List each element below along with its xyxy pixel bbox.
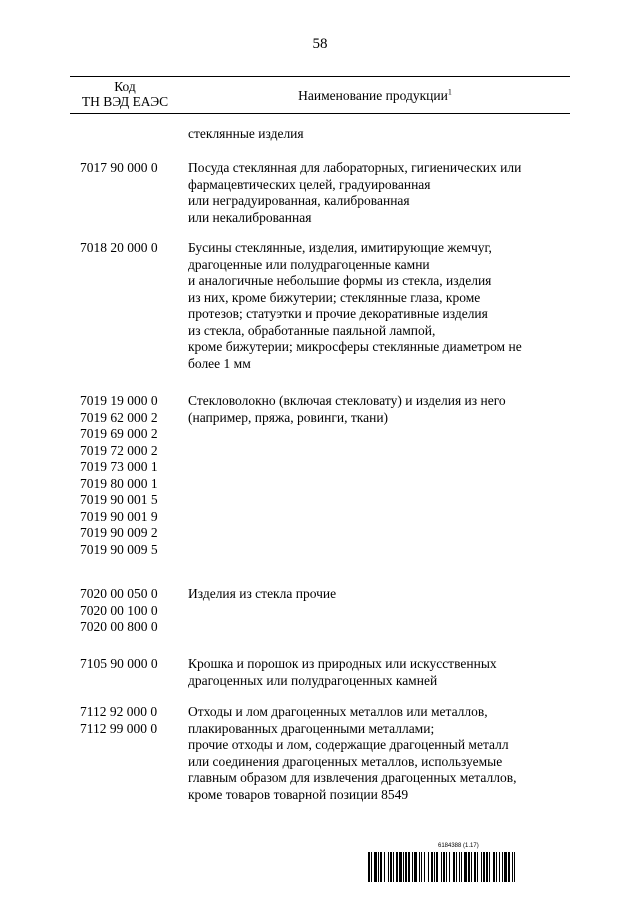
- barcode-bar: [396, 852, 398, 882]
- row-codes: [80, 160, 180, 177]
- barcode-bar: [368, 852, 370, 882]
- barcode-bar: [471, 852, 472, 882]
- row-description: [188, 160, 570, 226]
- description-line: из них, кроме бижутерии; стеклянные глаза, кроме: [188, 289, 481, 305]
- product-code: 7019 19 000 0: [80, 393, 158, 408]
- barcode-bar: [388, 852, 389, 882]
- barcode-bar: [380, 852, 382, 882]
- table-row: [80, 586, 570, 656]
- table-row: [80, 393, 570, 586]
- barcode-bar: [499, 852, 500, 882]
- table-row: [80, 656, 570, 704]
- table-row: [80, 704, 570, 804]
- barcode-bar: [496, 852, 497, 882]
- barcode-bar: [403, 852, 404, 882]
- row-codes: [80, 240, 180, 257]
- description-line: кроме бижутерии; микросферы стеклянные диаметром не: [188, 339, 522, 354]
- table-row: [80, 240, 570, 393]
- barcode-bar: [486, 852, 488, 882]
- description-line: (например, пряжа, ровинги, ткани): [188, 409, 389, 425]
- barcode-bar: [443, 852, 445, 882]
- barcode-bar: [493, 852, 495, 882]
- description-line: Посуда стеклянная для лабораторных, гигиенических или: [188, 160, 522, 175]
- product-code: 7019 90 001 5: [80, 492, 158, 507]
- barcode-bar: [449, 852, 450, 882]
- barcode-bar: [504, 852, 507, 882]
- table-body: [80, 126, 570, 804]
- table-row: [80, 126, 570, 160]
- header-name-text: Наименование продукции: [298, 88, 448, 103]
- product-code: 7019 69 000 2: [80, 426, 158, 441]
- barcode-bar: [456, 852, 457, 882]
- description-line: из стекла, обработанные паяльной лампой,: [188, 322, 436, 338]
- barcode-bar: [405, 852, 407, 882]
- header-code-line1: Код: [114, 79, 136, 94]
- header-name-column: [180, 88, 570, 104]
- product-code: 7112 92 000 0: [80, 704, 158, 719]
- barcode-bar: [477, 852, 478, 882]
- description-line: более 1 мм: [188, 355, 251, 371]
- barcode-block: [368, 843, 570, 885]
- description-line: Крошка и порошок из природных или искусственных: [188, 656, 497, 671]
- row-codes: [80, 586, 180, 636]
- description-line: стеклянные изделия: [188, 126, 304, 141]
- product-code: 7019 72 000 2: [80, 442, 158, 458]
- barcode-bar: [419, 852, 420, 882]
- table-header: [70, 76, 570, 114]
- barcode-graphic: [368, 852, 570, 882]
- description-line: главным образом для извлечения драгоценных металлов,: [188, 770, 517, 785]
- description-line: кроме товаров товарной позиции 8549: [188, 786, 409, 802]
- description-line: Бусины стеклянные, изделия, имитирующие жемчуг,: [188, 240, 492, 255]
- row-description: [188, 240, 570, 372]
- description-line: протезов; статуэтки и прочие декоративные изделия: [188, 306, 488, 321]
- barcode-bar: [428, 852, 429, 882]
- barcode-bar: [374, 852, 377, 882]
- product-code: 7019 90 009 2: [80, 525, 158, 540]
- barcode-bar: [414, 852, 417, 882]
- description-line: или неградуированная, калиброванная: [188, 193, 410, 208]
- barcode-bar: [481, 852, 482, 882]
- product-code: 7112 99 000 0: [80, 720, 158, 736]
- barcode-bar: [408, 852, 410, 882]
- description-line: Отходы и лом драгоценных металлов или металлов,: [188, 704, 488, 719]
- barcode-bar: [371, 852, 372, 882]
- barcode-bar: [424, 852, 425, 882]
- barcode-bar: [453, 852, 455, 882]
- barcode-bar: [489, 852, 490, 882]
- description-line: или некалиброванная: [188, 209, 312, 225]
- product-code: 7019 90 001 9: [80, 508, 158, 524]
- barcode-bar: [459, 852, 460, 882]
- row-description: [188, 393, 570, 426]
- row-description: [188, 704, 570, 803]
- barcode-bar: [436, 852, 438, 882]
- description-line: драгоценных или полудрагоценных камней: [188, 672, 438, 688]
- barcode-bar: [502, 852, 503, 882]
- row-codes: [80, 704, 180, 737]
- product-code: 7017 90 000 0: [80, 160, 158, 175]
- barcode-bar: [483, 852, 485, 882]
- product-code: 7019 90 009 5: [80, 541, 158, 557]
- barcode-bar: [446, 852, 447, 882]
- barcode-bar: [384, 852, 385, 882]
- product-code: 7019 80 000 1: [80, 475, 158, 491]
- barcode-bar: [461, 852, 462, 882]
- product-code: 7020 00 800 0: [80, 619, 158, 634]
- barcode-bar: [393, 852, 394, 882]
- description-line: прочие отходы и лом, содержащие драгоценный металл: [188, 737, 509, 752]
- barcode-bar: [378, 852, 379, 882]
- barcode-bar: [399, 852, 402, 882]
- barcode-bar: [434, 852, 435, 882]
- page-number: 58: [312, 36, 328, 52]
- barcode-bar: [412, 852, 413, 882]
- barcode-bar: [421, 852, 422, 882]
- product-code: 7018 20 000 0: [80, 240, 158, 255]
- description-line: драгоценные или полудрагоценные камни: [188, 256, 430, 272]
- row-description: [188, 126, 570, 143]
- description-line: фармацевтических целей, градуированная: [188, 176, 431, 192]
- row-codes: [80, 393, 180, 558]
- description-line: Стекловолокно (включая стекловату) и изделия из него: [188, 393, 506, 408]
- row-codes: [80, 656, 180, 673]
- product-code: 7019 62 000 2: [80, 409, 158, 425]
- description-line: и аналогичные небольшие формы из стекла, изделия: [188, 273, 492, 288]
- barcode-label: 6184388 (1.17): [438, 843, 479, 849]
- table-row: [80, 160, 570, 240]
- barcode-bar: [431, 852, 433, 882]
- barcode-bar: [474, 852, 476, 882]
- description-line: или соединения драгоценных металлов, используемые: [188, 753, 503, 769]
- barcode-bar: [464, 852, 467, 882]
- barcode-bar: [468, 852, 470, 882]
- barcode-bar: [514, 852, 515, 882]
- product-code: 7020 00 050 0: [80, 586, 158, 601]
- description-line: плакированных драгоценными металлами;: [188, 720, 435, 736]
- header-footnote-mark: 1: [447, 87, 452, 97]
- product-code: 7105 90 000 0: [80, 656, 158, 671]
- barcode-bar: [508, 852, 510, 882]
- row-description: [188, 586, 570, 603]
- product-code: 7020 00 100 0: [80, 602, 158, 618]
- barcode-bar: [441, 852, 442, 882]
- description-line: Изделия из стекла прочие: [188, 586, 337, 601]
- header-code-line2: ТН ВЭД ЕАЭС: [81, 94, 169, 109]
- barcode-bar: [512, 852, 513, 882]
- barcode-bar: [390, 852, 392, 882]
- header-code-column: [70, 79, 180, 109]
- row-description: [188, 656, 570, 689]
- product-code: 7019 73 000 1: [80, 459, 158, 474]
